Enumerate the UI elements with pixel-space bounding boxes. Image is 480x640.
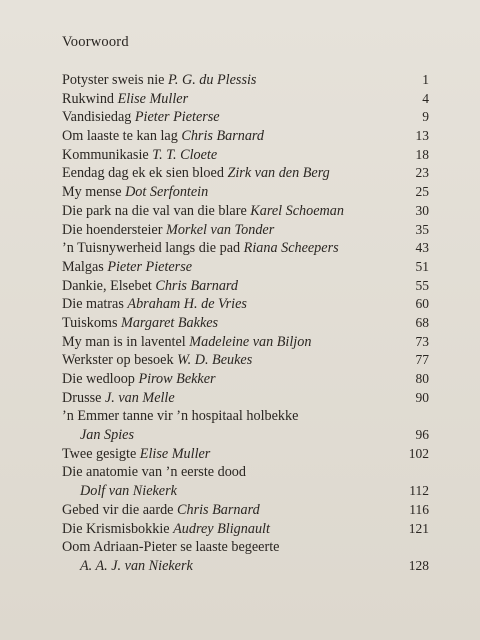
entry-text [62,389,175,408]
entry-page: 73 [415,333,429,349]
entry-author: Pirow Bekker [138,371,216,387]
entry-title: ’n Emmer tanne vir ’n hospitaal holbekke [62,408,299,425]
entry-page: 4 [422,90,429,106]
entry-author: Elise Muller [139,445,211,462]
entry-page: 112 [409,483,429,499]
entry-page: 90 [415,389,429,405]
entry-text [62,351,252,370]
entry-title: Rukwind [62,90,115,107]
entry-page: 102 [408,445,429,461]
entry-author: Pieter Pieterse [107,258,193,275]
entry-title: Eendag dag ek ek sien bloed [62,165,224,182]
entry-text [62,90,188,109]
entry-author: Madeleine van Biljon [189,333,312,350]
entry-page: 68 [415,314,429,330]
toc-entry-title-line [62,407,429,426]
entry-text [62,164,330,183]
entry-author: Chris Barnard [181,128,265,145]
toc-entry [62,351,429,370]
entry-author: Abraham H. de Vries [127,296,247,313]
entry-author: T. T. Cloete [152,146,218,163]
entry-author: Morkel van Tonder [166,221,275,238]
entry-title: Twee gesigte [62,445,137,462]
entry-title: Die anatomie van ’n eerste dood [62,464,246,481]
toc-entry [62,108,429,127]
toc-entry [62,389,429,408]
entry-author: Riana Scheepers [243,240,339,257]
toc-entry [62,239,429,258]
entry-page: 55 [415,277,429,293]
entry-page: 1 [422,72,429,87]
entry-page: 23 [415,165,429,181]
entry-page: 60 [415,296,429,312]
toc-entry [62,202,429,221]
entry-text [62,501,260,520]
entry-title: Die park na die val van die blare [62,202,247,219]
entry-title: Vandisiedag [62,109,132,126]
entry-text [62,277,238,296]
entry-text [62,183,208,202]
entry-author: P. G. du Plessis [168,72,257,88]
toc-entry [62,258,429,277]
entry-page: 51 [415,258,429,274]
table-of-contents [62,71,429,576]
toc-entry [62,277,429,296]
entry-page: 13 [415,128,429,144]
toc-entry [62,520,429,539]
entry-page: 96 [415,427,429,443]
toc-entry [62,183,429,202]
entry-text [62,520,270,539]
entry-text [62,445,210,464]
entry-author: Pieter Pieterse [134,109,220,126]
toc-entry [62,370,429,389]
toc-entry-author-line [62,426,429,445]
toc-entry-title-line [62,463,429,482]
entry-author: Elise Muller [117,90,189,107]
entry-author: Jan Spies [80,427,134,444]
entry-author: Audrey Blignault [173,520,270,537]
entry-page: 43 [415,240,429,256]
entry-title: My mense [62,184,122,201]
entry-title: Tuiskoms [62,314,118,331]
entry-page: 77 [415,352,429,368]
entry-page: 18 [415,146,429,162]
entry-author: J. van Melle [104,389,175,406]
entry-text [62,239,339,258]
toc-entry [62,295,429,314]
entry-author: W. D. Beukes [177,352,253,369]
toc-entry [62,90,429,109]
entry-author: A. A. J. van Niekerk [80,557,193,574]
entry-author: Zirk van den Berg [227,165,330,182]
toc-entry-author-line [62,482,429,501]
entry-text [62,71,256,90]
foreword-heading: Voorwoord [62,34,129,50]
entry-title: Potyster sweis nie [62,72,165,88]
entry-page: 80 [415,371,429,386]
entry-text [62,108,220,127]
entry-title: Om laaste te kan lag [62,128,178,145]
entry-title: Dankie, Elsebet [62,277,152,294]
toc-entry [62,146,429,165]
entry-author: Dolf van Niekerk [80,483,177,500]
entry-title: Die hoendersteier [62,221,163,238]
entry-title: Gebed vir die aarde [62,501,174,518]
entry-text [62,146,217,165]
entry-page: 30 [415,202,429,218]
toc-entry [62,71,429,90]
entry-text [62,333,311,352]
toc-entry-title-line [62,538,429,557]
entry-author: Karel Schoeman [250,202,344,219]
entry-author: Dot Serfontein [125,184,209,201]
entry-page: 128 [408,557,429,573]
entry-text [62,370,216,389]
entry-title: Die matras [62,296,124,313]
entry-title: Malgas [62,258,104,275]
toc-entry-author-line [62,557,429,576]
toc-entry [62,127,429,146]
entry-author: Chris Barnard [177,501,260,518]
entry-title: Kommunikasie [62,146,149,163]
entry-page: 9 [422,109,429,125]
entry-text [62,127,264,146]
entry-text [62,202,344,221]
entry-title: Oom Adriaan-Pieter se laaste begeerte [62,539,280,556]
entry-title: Werkster op besoek [62,352,174,369]
toc-entry [62,221,429,240]
entry-text [62,258,192,277]
entry-author: Chris Barnard [155,277,239,294]
toc-entry [62,333,429,352]
entry-title: Die wedloop [62,371,135,387]
entry-text [62,221,274,240]
entry-title: Drusse [62,389,102,406]
toc-entry [62,314,429,333]
entry-title: ’n Tuisnywerheid langs die pad [62,240,241,257]
entry-text [62,295,247,314]
entry-author: Margaret Bakkes [121,314,219,331]
entry-page: 35 [415,221,429,237]
entry-title: Die Krismisbokkie [62,520,170,537]
entry-text [62,314,218,333]
toc-entry [62,164,429,183]
entry-page: 121 [408,520,429,536]
entry-title: My man is in laventel [62,333,186,350]
entry-page: 25 [415,184,429,200]
entry-page: 116 [409,501,429,517]
toc-entry [62,445,429,464]
toc-entry [62,501,429,520]
